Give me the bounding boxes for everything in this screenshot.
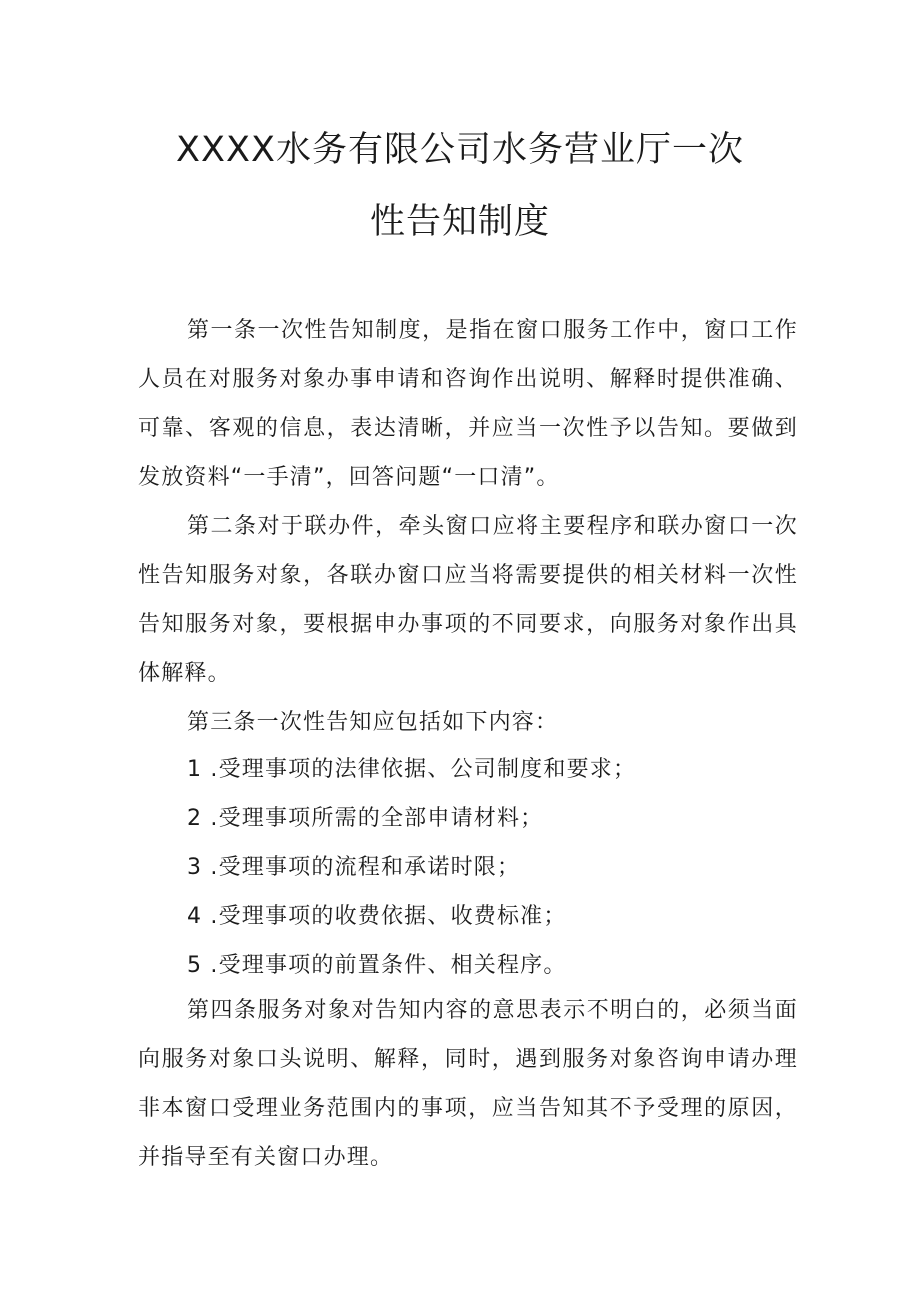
list-item-2: 2 .受理事项所需的全部申请材料；	[187, 806, 544, 831]
document-title-line1: XXXX水务有限公司水务营业厅一次	[176, 130, 744, 170]
document-title-line2: 性告知制度	[369, 202, 550, 242]
article-1: 第一条一次性告知制度，是指在窗口服务工作中，窗口工作人员在对服务对象办事申请和咨询作出说明、解释时提供准确、可靠、客观的信息，表达清晰，并应当一次性予以告知。要做到发放资料“一手清”，回答问题“一口清”。	[138, 318, 798, 490]
list-item-3: 3 .受理事项的流程和承诺时限；	[187, 855, 521, 880]
article-4: 第四条服务对象对告知内容的意思表示不明白的，必须当面向服务对象口头说明、解释，同时，遇到服务对象咨询申请办理非本窗口受理业务范围内的事项，应当告知其不予受理的原因，并指导至有关窗口办理。	[138, 998, 798, 1170]
list-item-4: 4 .受理事项的收费依据、收费标准；	[187, 904, 567, 929]
article-2: 第二条对于联办件，牵头窗口应将主要程序和联办窗口一次性告知服务对象，各联办窗口应当将需要提供的相关材料一次性告知服务对象，要根据申办事项的不同要求，向服务对象作出具体解释。	[138, 514, 798, 686]
list-item-5: 5 .受理事项的前置条件、相关程序。	[187, 953, 567, 978]
article-3: 第三条一次性告知应包括如下内容：	[187, 710, 559, 735]
list-item-1: 1 .受理事项的法律依据、公司制度和要求；	[187, 757, 637, 782]
